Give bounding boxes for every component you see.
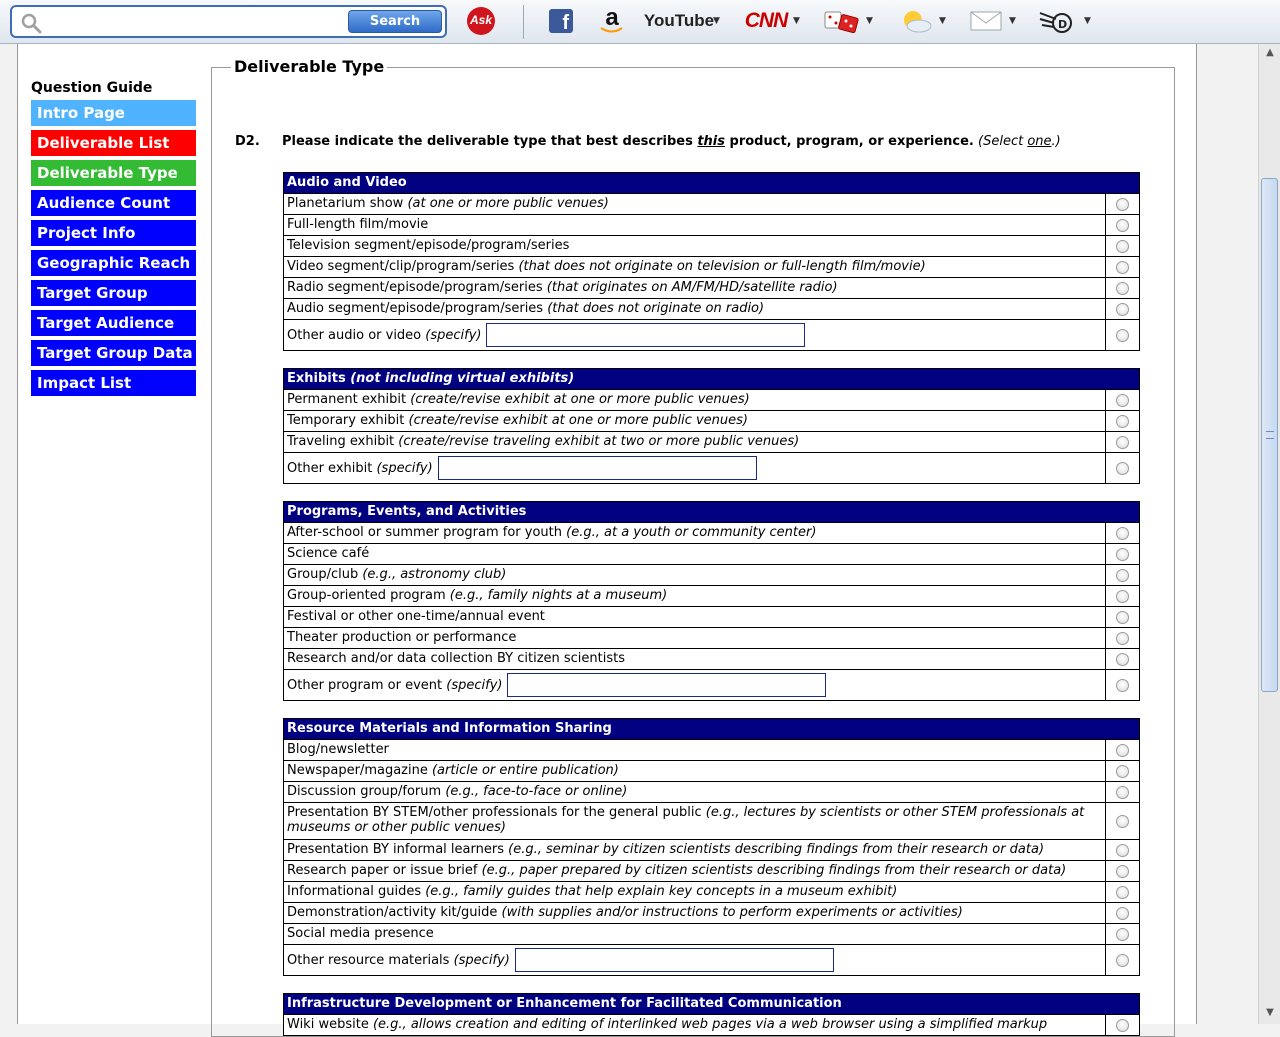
- option-radio[interactable]: [1116, 653, 1129, 666]
- option-label: After-school or summer program for youth (e.g., at a youth or community center): [284, 523, 1106, 543]
- radio-cell: [1106, 432, 1139, 452]
- radio-cell: [1106, 861, 1139, 881]
- nav-item-target-audience[interactable]: Target Audience: [31, 310, 196, 336]
- section-table-programs-events-and-activities: [283, 501, 1140, 701]
- option-label: Wiki website (e.g., allows creation and editing of interlinked web pages via a web browser using a simplified markup: [284, 1015, 1106, 1035]
- option-label: Newspaper/magazine (article or entire publication): [284, 761, 1106, 781]
- option-row[interactable]: [284, 193, 1139, 214]
- radio-cell: [1106, 320, 1139, 350]
- option-row[interactable]: [284, 781, 1139, 802]
- amazon-icon[interactable]: a: [598, 6, 626, 36]
- dice-icon[interactable]: [822, 6, 862, 36]
- option-label: Other resource materials (specify): [284, 945, 1106, 975]
- option-row[interactable]: [284, 277, 1139, 298]
- option-radio[interactable]: [1116, 907, 1129, 920]
- radio-cell: [1106, 924, 1139, 944]
- radio-cell: [1106, 453, 1139, 483]
- option-radio[interactable]: [1116, 786, 1129, 799]
- option-row[interactable]: [284, 431, 1139, 452]
- section-table-resource-materials-and-information-sharing: [283, 718, 1140, 976]
- other-option-row[interactable]: [284, 944, 1139, 975]
- option-radio[interactable]: [1116, 198, 1129, 211]
- radio-cell: [1106, 278, 1139, 298]
- option-label: Group-oriented program (e.g., family nights at a museum): [284, 586, 1106, 606]
- question-guide-title: Question Guide: [31, 80, 153, 96]
- section-header: Audio and Video: [284, 173, 1139, 193]
- option-radio[interactable]: [1116, 569, 1129, 582]
- specify-input[interactable]: [438, 456, 757, 480]
- radio-cell: [1106, 544, 1139, 564]
- option-label: Group/club (e.g., astronomy club): [284, 565, 1106, 585]
- radio-cell: [1106, 649, 1139, 669]
- option-label: Presentation BY informal learners (e.g., seminar by citizen scientists describing findings from their research or data): [284, 840, 1106, 860]
- option-radio[interactable]: [1116, 261, 1129, 274]
- radio-cell: [1106, 628, 1139, 648]
- option-label: Temporary exhibit (create/revise exhibit at one or more public venues): [284, 411, 1106, 431]
- option-radio[interactable]: [1116, 415, 1129, 428]
- question-number: D2.: [235, 134, 260, 149]
- option-row[interactable]: [284, 522, 1139, 543]
- option-row[interactable]: [284, 298, 1139, 319]
- fieldset-legend: Deliverable Type: [231, 57, 387, 76]
- search-button[interactable]: Search: [348, 10, 442, 33]
- scroll-down-arrow[interactable]: ▼: [1266, 1007, 1274, 1018]
- nav-item-target-group-data[interactable]: Target Group Data: [31, 340, 196, 366]
- search-input[interactable]: [48, 11, 348, 33]
- radio-cell: [1106, 903, 1139, 923]
- option-radio[interactable]: [1116, 886, 1129, 899]
- option-radio[interactable]: [1116, 611, 1129, 624]
- option-row[interactable]: [284, 860, 1139, 881]
- option-row[interactable]: [284, 410, 1139, 431]
- mail-dropdown-caret[interactable]: ▼: [1009, 16, 1016, 26]
- dictionary-icon[interactable]: [1038, 6, 1080, 36]
- option-radio[interactable]: [1116, 679, 1129, 692]
- option-radio[interactable]: [1116, 462, 1129, 475]
- specify-input[interactable]: [507, 673, 826, 697]
- option-row[interactable]: [284, 1014, 1139, 1035]
- radio-cell: [1106, 945, 1139, 975]
- option-label: Presentation BY STEM/other professionals for the general public (e.g., lectures by scientists or other STEM professionals at museums or other public venues): [284, 803, 1106, 839]
- radio-cell: [1106, 523, 1139, 543]
- option-radio[interactable]: [1116, 1019, 1129, 1032]
- option-row[interactable]: [284, 235, 1139, 256]
- option-row[interactable]: [284, 739, 1139, 760]
- nav-item-geographic-reach[interactable]: Geographic Reach: [31, 250, 196, 276]
- option-row[interactable]: [284, 839, 1139, 860]
- radio-cell: [1106, 565, 1139, 585]
- other-option-row[interactable]: [284, 452, 1139, 483]
- option-label: Permanent exhibit (create/revise exhibit at one or more public venues): [284, 390, 1106, 410]
- radio-cell: [1106, 1015, 1139, 1035]
- search-box[interactable]: [10, 5, 447, 38]
- option-row[interactable]: [284, 256, 1139, 277]
- section-header: Programs, Events, and Activities: [284, 502, 1139, 522]
- option-label: Informational guides (e.g., family guides that help explain key concepts in a museum exhibit): [284, 882, 1106, 902]
- dictionary-dropdown-caret[interactable]: ▼: [1084, 16, 1091, 26]
- nav-item-intro-page[interactable]: Intro Page: [31, 100, 196, 126]
- facebook-icon[interactable]: f: [548, 6, 574, 36]
- option-radio[interactable]: [1116, 394, 1129, 407]
- radio-cell: [1106, 257, 1139, 277]
- question-guide-nav: [31, 100, 196, 400]
- option-radio[interactable]: [1116, 815, 1129, 828]
- radio-cell: [1106, 586, 1139, 606]
- vertical-scrollbar[interactable]: [1258, 44, 1280, 1024]
- section-header: Exhibits (not including virtual exhibits): [284, 369, 1139, 389]
- option-label: Research and/or data collection BY citizen scientists: [284, 649, 1106, 669]
- option-radio[interactable]: [1116, 219, 1129, 232]
- radio-cell: [1106, 882, 1139, 902]
- option-label: Video segment/clip/program/series (that does not originate on television or full-length film/movie): [284, 257, 1106, 277]
- mail-icon[interactable]: [968, 6, 1004, 36]
- section-table-audio-and-video: [283, 172, 1140, 351]
- cnn-dropdown-caret[interactable]: ▼: [793, 16, 800, 26]
- option-label: Audio segment/episode/program/series (that does not originate on radio): [284, 299, 1106, 319]
- section-header: Resource Materials and Information Sharing: [284, 719, 1139, 739]
- other-option-row[interactable]: [284, 669, 1139, 700]
- specify-input[interactable]: [486, 323, 805, 347]
- option-label: Demonstration/activity kit/guide (with supplies and/or instructions to perform experiments or activities): [284, 903, 1106, 923]
- svg-text:D: D: [1058, 18, 1068, 31]
- option-radio[interactable]: [1116, 303, 1129, 316]
- radio-cell: [1106, 390, 1139, 410]
- ask-icon[interactable]: Ask: [463, 6, 499, 36]
- radio-cell: [1106, 299, 1139, 319]
- option-label: Blog/newsletter: [284, 740, 1106, 760]
- option-radio[interactable]: [1116, 436, 1129, 449]
- option-label: Television segment/episode/program/series: [284, 236, 1106, 256]
- option-radio[interactable]: [1116, 844, 1129, 857]
- radio-cell: [1106, 194, 1139, 214]
- option-radio[interactable]: [1116, 865, 1129, 878]
- scrollbar-thumb[interactable]: [1261, 178, 1278, 692]
- scrollbar-grip-icon: [1266, 431, 1274, 439]
- question-text: Please indicate the deliverable type that best describes this product, program, or experience. (Select one.): [282, 134, 1061, 149]
- option-label: Discussion group/forum (e.g., face-to-face or online): [284, 782, 1106, 802]
- option-row[interactable]: [284, 564, 1139, 585]
- radio-cell: [1106, 782, 1139, 802]
- youtube-icon[interactable]: YouTube: [643, 11, 715, 30]
- option-label: Other exhibit (specify): [284, 453, 1106, 483]
- option-radio[interactable]: [1116, 954, 1129, 967]
- radio-cell: [1106, 740, 1139, 760]
- option-radio[interactable]: [1116, 590, 1129, 603]
- radio-cell: [1106, 411, 1139, 431]
- radio-cell: [1106, 761, 1139, 781]
- option-radio[interactable]: [1116, 548, 1129, 561]
- option-row[interactable]: [284, 389, 1139, 410]
- nav-item-project-info[interactable]: Project Info: [31, 220, 196, 246]
- option-row[interactable]: [284, 881, 1139, 902]
- browser-toolbar: [0, 0, 1280, 44]
- nav-item-deliverable-list[interactable]: Deliverable List: [31, 130, 196, 156]
- other-option-row[interactable]: [284, 319, 1139, 350]
- radio-cell: [1106, 215, 1139, 235]
- option-row[interactable]: [284, 627, 1139, 648]
- option-label: Other audio or video (specify): [284, 320, 1106, 350]
- nav-item-impact-list[interactable]: Impact List: [31, 370, 196, 396]
- option-label: Social media presence: [284, 924, 1106, 944]
- radio-cell: [1106, 840, 1139, 860]
- section-header: Infrastructure Development or Enhancement for Facilitated Communication: [284, 994, 1139, 1014]
- option-row[interactable]: [284, 585, 1139, 606]
- option-radio[interactable]: [1116, 282, 1129, 295]
- option-row[interactable]: [284, 760, 1139, 781]
- option-row[interactable]: [284, 214, 1139, 235]
- toolbar-separator: [523, 5, 524, 39]
- search-icon: [20, 12, 42, 34]
- option-label: Radio segment/episode/program/series (that originates on AM/FM/HD/satellite radio): [284, 278, 1106, 298]
- option-row[interactable]: [284, 606, 1139, 627]
- nav-item-audience-count[interactable]: Audience Count: [31, 190, 196, 216]
- nav-item-target-group[interactable]: Target Group: [31, 280, 196, 306]
- option-row[interactable]: [284, 902, 1139, 923]
- specify-input[interactable]: [515, 948, 834, 972]
- option-radio[interactable]: [1116, 744, 1129, 757]
- option-row[interactable]: [284, 802, 1139, 839]
- section-table-infrastructure-development-or-enhancement-for-facilitated-communication: [283, 993, 1140, 1036]
- option-label: Planetarium show (at one or more public venues): [284, 194, 1106, 214]
- weather-dropdown-caret[interactable]: ▼: [939, 16, 946, 26]
- radio-cell: [1106, 803, 1139, 839]
- option-label: Festival or other one-time/annual event: [284, 607, 1106, 627]
- youtube-dropdown-caret[interactable]: ▼: [713, 16, 720, 26]
- nav-item-deliverable-type[interactable]: Deliverable Type: [31, 160, 196, 186]
- games-dropdown-caret[interactable]: ▼: [866, 16, 873, 26]
- option-radio[interactable]: [1116, 632, 1129, 645]
- option-radio[interactable]: [1116, 928, 1129, 941]
- radio-cell: [1106, 236, 1139, 256]
- option-radio[interactable]: [1116, 765, 1129, 778]
- option-label: Other program or event (specify): [284, 670, 1106, 700]
- scroll-up-arrow[interactable]: ▲: [1266, 47, 1274, 58]
- option-radio[interactable]: [1116, 240, 1129, 253]
- option-row[interactable]: [284, 648, 1139, 669]
- option-label: Theater production or performance: [284, 628, 1106, 648]
- radio-cell: [1106, 607, 1139, 627]
- option-label: Full-length film/movie: [284, 215, 1106, 235]
- option-radio[interactable]: [1116, 329, 1129, 342]
- option-label: Traveling exhibit (create/revise traveling exhibit at two or more public venues): [284, 432, 1106, 452]
- cnn-icon[interactable]: CNN: [744, 9, 788, 32]
- option-label: Research paper or issue brief (e.g., paper prepared by citizen scientists describing findings from their research or data): [284, 861, 1106, 881]
- option-radio[interactable]: [1116, 527, 1129, 540]
- option-label: Science café: [284, 544, 1106, 564]
- radio-cell: [1106, 670, 1139, 700]
- weather-icon[interactable]: [898, 6, 934, 36]
- section-table-exhibits: [283, 368, 1140, 484]
- option-row[interactable]: [284, 923, 1139, 944]
- option-row[interactable]: [284, 543, 1139, 564]
